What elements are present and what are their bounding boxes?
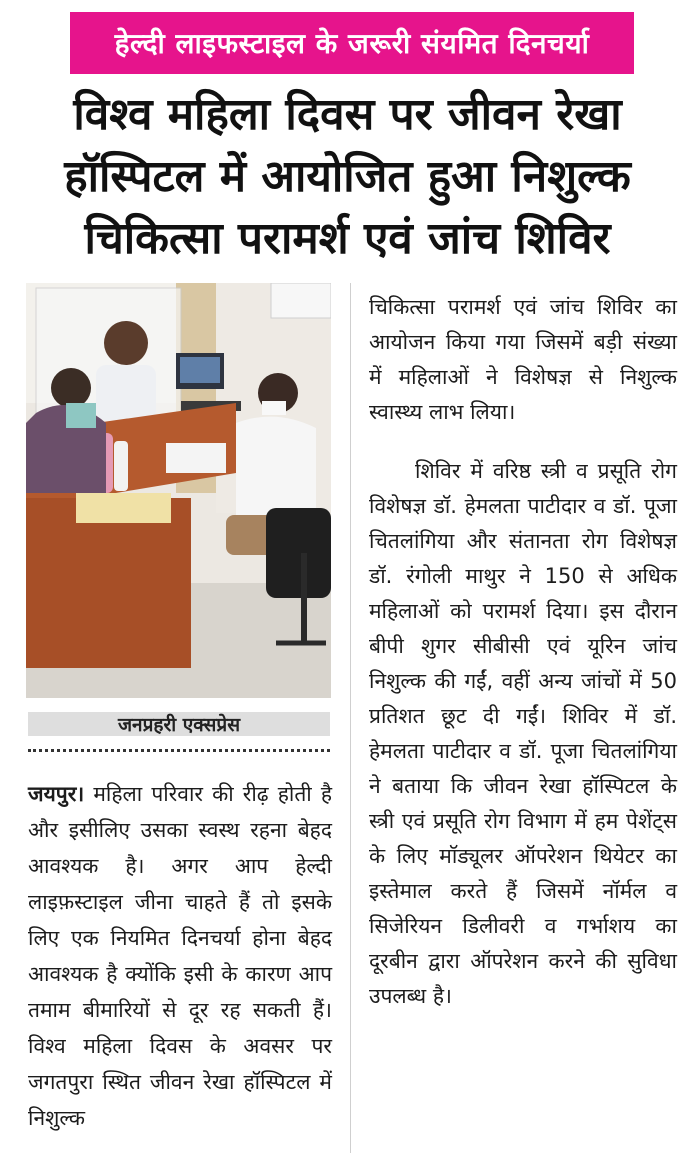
headline-line-1: विश्व महिला दिवस पर जीवन रेखा [73, 89, 622, 140]
right-paragraph-2: शिविर में वरिष्ठ स्त्री व प्रसूति रोग विशेषज्ञ डॉ. हेमलता पाटीदार व डॉ. पूजा चितलांगिया और संतानता रोग विशेषज्ञ डॉ. रंगोली माथुर ने 150 से अधिक महिलाओं को परामर्श दिया। इस दौरान बीपी शुगर सीबीसी एवं यूरिन जांच निशुल्क की गईं, वहीं अन्य जांचों में 50 प्रतिशत छूट दी गईं। शिविर में डॉ. हेमलता पाटीदार व डॉ. पूजा चितलांगिया ने बताया कि जीवन रेखा हॉस्पिटल के स्त्री एवं प्रसूति रोग विभाग में हम पेशेंट्स के लिए मॉड्यूलर ऑपरेशन थियेटर का इस्तेमाल करते हैं जिसमें नॉर्मल व सिजेरियन डिलीवरी व गर्भाशय का दूरबीन द्वारा ऑपरेशन करने की सुविधा उपलब्ध है। [369, 459, 677, 1008]
headline-line-2: हॉस्पिटल में आयोजित हुआ निशुल्क [64, 151, 631, 202]
dateline-city: जयपुर। [28, 782, 85, 806]
clinic-consultation-photo [26, 283, 331, 698]
byline-text: जनप्रहरी एक्सप्रेस [117, 714, 241, 736]
dotted-divider [28, 749, 330, 752]
section-banner [70, 12, 634, 74]
right-column-text [369, 290, 677, 1014]
left-column-body: महिला परिवार की रीढ़ होती है और इसीलिए उसका स्वस्थ रहना बेहद आवश्यक है। अगर आप हेल्दी लाइफ़स्टाइल जीना चाहते हैं तो इसके लिए एक नियमित दिनचर्या होना बेहद आवश्यक है क्योंकि इसी के कारण आप तमाम बीमारियों से दूर रह सकती हैं। विश्व महिला दिवस के अवसर पर जगतपुरा स्थित जीवन रेखा हॉस्पिटल में निशुल्क [28, 782, 332, 1130]
right-paragraph-1: चिकित्सा परामर्श एवं जांच शिविर का आयोजन किया गया जिसमें बड़ी संख्या में महिलाओं ने विशेषज्ञ से निशुल्क स्वास्थ्य लाभ लिया। [369, 295, 677, 424]
left-column-text [28, 776, 332, 1136]
headline-line-3: चिकित्सा परामर्श एवं जांच शिविर [84, 213, 611, 264]
byline-bar [28, 712, 330, 736]
banner-text: हेल्दी लाइफस्टाइल के जरूरी संयमित दिनचर्या [114, 27, 590, 60]
article-photo [26, 283, 331, 698]
article-headline [20, 84, 675, 270]
column-divider [350, 283, 351, 1153]
